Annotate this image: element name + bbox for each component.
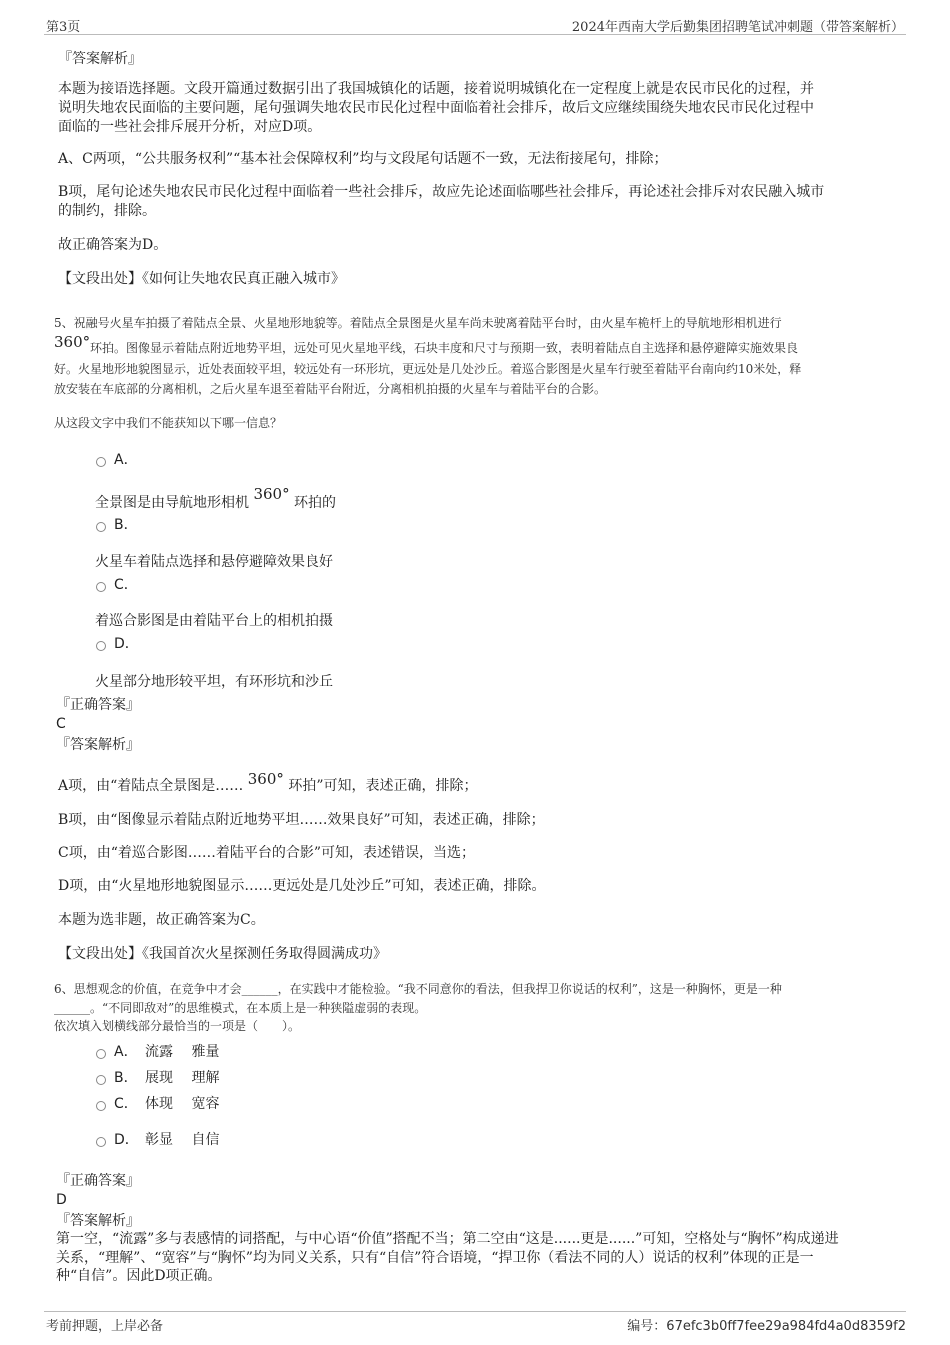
q6-option-d-letter: D． (114, 1132, 139, 1148)
q5-question: 从这段文字中我们不能获知以下哪一信息？ (54, 416, 283, 430)
q5-analysis-label: 『答案解析』 (56, 737, 140, 753)
q6-question: 依次填入划横线部分最恰当的一项是（ ）。 (54, 1019, 301, 1033)
document-title: 2024年西南大学后勤集团招聘笔试冲刺题（带答案解析） (571, 20, 904, 35)
q6-stem: 6、思想观念的价值，在竞争中才会______，在实践中才能检验。“我不同意你的看法，但我捍卫你说话的权利”，这是一种胸怀，更是一种 (54, 982, 782, 996)
q5-option-a-text-pre: 全景图是由导航地形相机 (95, 495, 249, 511)
q6-analysis-line: 关系，“理解”、“宽容”与“胸怀”均为同义关系，只有“自信”符合语境，“捍卫你（看法不同的人）说话的权利”体现的正是一 (56, 1250, 814, 1266)
q5-analysis-a-pre: A项，由“着陆点全景图是…… (58, 778, 244, 794)
q5-option-b-radio[interactable] (96, 522, 106, 532)
q4-b-analysis: 的制约，排除。 (58, 203, 156, 219)
q6-answer: D (56, 1192, 67, 1208)
q6-option-b-text: 展现 理解 (145, 1070, 220, 1086)
q6-answer-label: 『正确答案』 (56, 1173, 140, 1189)
q5-option-b-text: 火星车着陆点选择和悬停避障效果良好 (95, 554, 333, 570)
q4-conclusion: 故正确答案为D。 (58, 237, 168, 253)
q6-option-a-letter: A． (114, 1044, 138, 1060)
q5-analysis-d: D项，由“火星地形地貌图显示……更远处是几处沙丘”可知，表述正确，排除。 (58, 878, 546, 894)
q4-analysis-label: 『答案解析』 (58, 51, 142, 67)
footer-divider (44, 1311, 906, 1312)
q5-source: 【文段出处】《我国首次火星探测任务取得圆满成功》 (58, 946, 387, 962)
q6-option-c-letter: C． (114, 1096, 138, 1112)
q6-analysis-label: 『答案解析』 (56, 1213, 140, 1229)
q5-option-d-radio[interactable] (96, 641, 106, 651)
q5-analysis-a (58, 770, 478, 796)
q5-analysis-b: B项，由“图像显示着陆点附近地势平坦……效果良好”可知，表述正确，排除； (58, 812, 545, 828)
q5-option-c-letter: C． (114, 577, 138, 593)
footer-slogan: 考前押题，上岸必备 (46, 1319, 164, 1334)
q5-degree-math: 360° (54, 333, 91, 351)
q5-option-d-letter: D． (114, 636, 139, 652)
q5-option-b-letter: B． (114, 517, 138, 533)
q5-analysis-a-degree: 360° (247, 770, 284, 788)
q6-option-b-letter: B． (114, 1070, 138, 1086)
q6-option-c-radio[interactable] (96, 1101, 106, 1111)
page-number: 第3页 (46, 20, 81, 35)
q6-option-a-radio[interactable] (96, 1049, 106, 1059)
q5-conclusion: 本题为选非题，故正确答案为C。 (58, 912, 265, 928)
footer-document-id: 编号：67efc3b0ff7fee29a984fd4a0d8359f2 (627, 1319, 906, 1334)
q4-ac-analysis: A、C两项，“公共服务权利”“基本社会保障权利”均与文段尾句话题不一致，无法衔接尾句，排除； (58, 151, 668, 167)
header-divider (44, 34, 906, 35)
q6-stem: ______。“不同即敌对”的思维模式，在本质上是一种狭隘虚弱的表现。 (54, 1001, 427, 1015)
q5-option-d-text: 火星部分地形较平坦，有环形坑和沙丘 (95, 674, 333, 690)
q6-option-a-text: 流露 雅量 (145, 1044, 220, 1060)
q5-option-c-radio[interactable] (96, 582, 106, 592)
q4-b-analysis: B项，尾句论述失地农民市民化过程中面临着一些社会排斥，故应先论述面临哪些社会排斥，再论述社会排斥对农民融入城市 (58, 184, 825, 200)
q5-option-a-letter: A． (114, 452, 138, 468)
q6-option-c-text: 体现 宽容 (145, 1096, 220, 1112)
q5-option-a-degree: 360° (253, 485, 290, 503)
q6-option-d-radio[interactable] (96, 1137, 106, 1147)
q6-option-b-radio[interactable] (96, 1075, 106, 1085)
q5-stem: 好。火星地形地貌图显示，近处表面较平坦，较远处有一环形坑，更远处是几处沙丘。着巡合影图是火星车行驶至着陆平台南向约10米处，释 (54, 362, 802, 376)
q5-stem: 5、祝融号火星车拍摄了着陆点全景、火星地形地貌等。着陆点全景图是火星车尚未驶离着陆平台时，由火星车桅杆上的导航地形相机进行 (54, 316, 782, 330)
q5-stem: 环拍。图像显示着陆点附近地势平坦，远处可见火星地平线，石块丰度和尺寸与预期一致，表明着陆点自主选择和悬停避障实施效果良 (90, 341, 799, 355)
q5-option-a-radio[interactable] (96, 457, 106, 467)
q5-analysis-a-post: 环拍”可知，表述正确，排除； (288, 778, 478, 794)
q5-analysis-c: C项，由“着巡合影图……着陆平台的合影”可知，表述错误，当选； (58, 845, 476, 861)
q4-analysis-line: 说明失地农民面临的主要问题，尾句强调失地农民市民化过程中面临着社会排斥，故后文应继续围绕失地农民市民化过程中 (58, 100, 814, 116)
q4-analysis-line: 面临的一些社会排斥展开分析，对应D项。 (58, 119, 322, 135)
q5-stem: 放安装在车底部的分离相机，之后火星车退至着陆平台附近，分离相机拍摄的火星车与着陆平台的合影。 (54, 382, 607, 396)
q6-analysis-line: 第一空，“流露”多与表感情的词搭配，与中心语“价值”搭配不当；第二空由“这是......更是......”可知，空格处与“胸怀”构成递进 (56, 1231, 839, 1247)
q5-option-c-text: 着巡合影图是由着陆平台上的相机拍摄 (95, 613, 333, 629)
q4-analysis-line: 本题为接语选择题。文段开篇通过数据引出了我国城镇化的话题，接着说明城镇化在一定程度上就是农民市民化的过程，并 (58, 81, 814, 97)
q6-option-d-text: 彰显 自信 (145, 1132, 220, 1148)
q5-option-a-text (95, 485, 337, 513)
q5-option-a-text-post: 环拍的 (294, 495, 337, 511)
q4-source: 【文段出处】《如何让失地农民真正融入城市》 (58, 271, 345, 287)
q5-answer-label: 『正确答案』 (56, 697, 140, 713)
q5-answer: C (56, 716, 66, 732)
q6-analysis-line: 种“自信”。因此D项正确。 (56, 1268, 222, 1284)
